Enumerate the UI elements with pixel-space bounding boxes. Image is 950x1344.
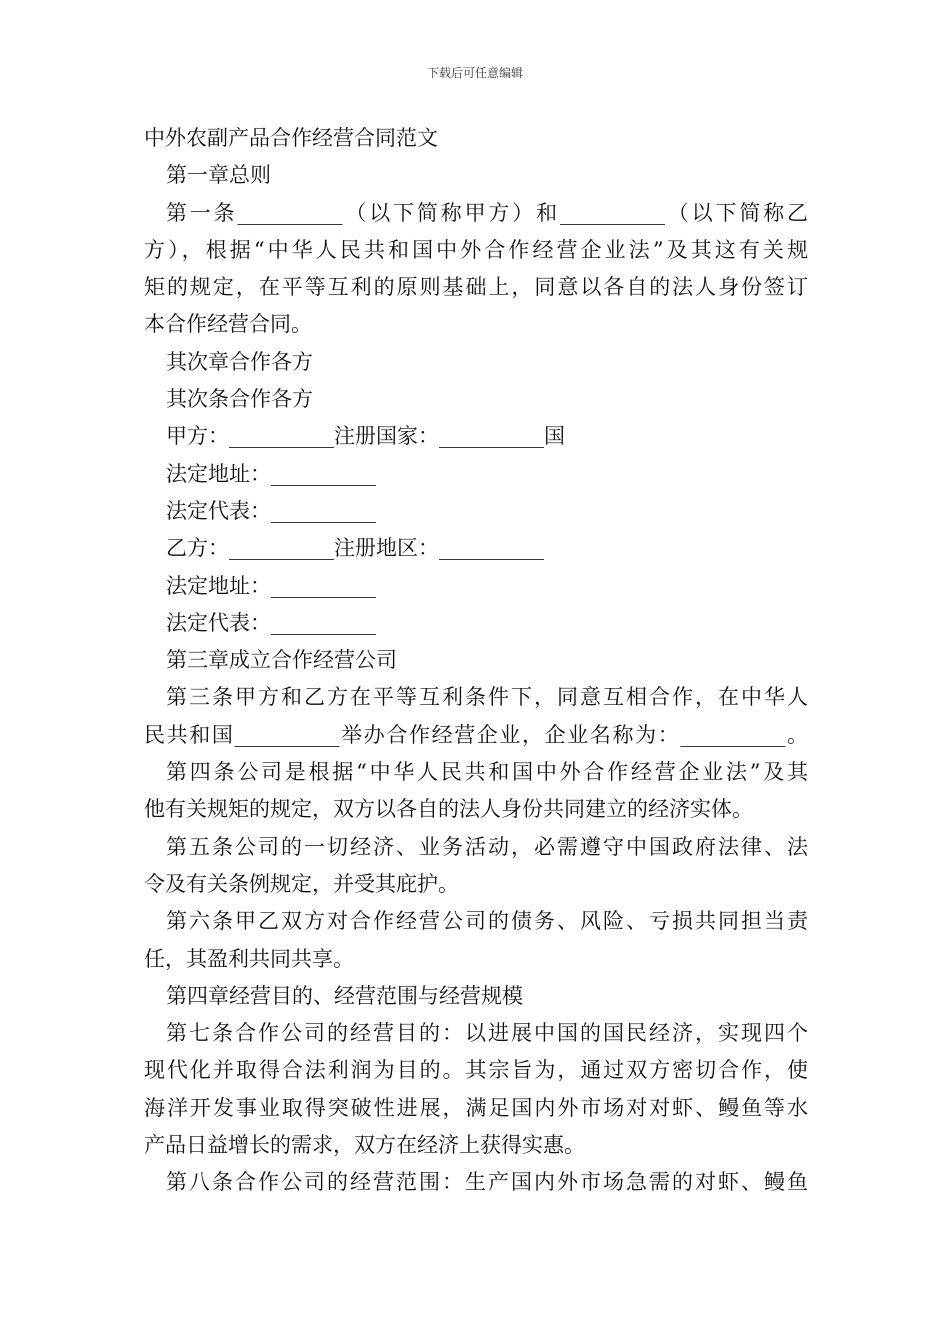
text-line: 法定代表：__________ [166, 498, 376, 523]
text-line: 第三条甲方和乙方在平等互利条件下，同意互相合作，在中华人 [166, 685, 808, 710]
page-header: 下载后可任意编辑 [426, 66, 523, 80]
text-line: 第五条公司的一切经济、业务活动，必需遵守中国政府法律、法 [166, 834, 808, 859]
text-line: 本合作经营合同。 [144, 312, 312, 337]
text-line: 第四章经营目的、经营范围与经营规模 [166, 983, 523, 1008]
text-line: 法定地址：__________ [166, 573, 376, 598]
text-line: 第四条公司是根据“中华人民共和国中外合作经营企业法”及其 [166, 760, 808, 785]
text-line: 矩的规定，在平等互利的原则基础上，同意以各自的法人身份签订 [144, 275, 808, 300]
document-title: 中外农副产品合作经营合同范文 [144, 126, 438, 150]
text-line: 法定地址：__________ [166, 461, 376, 486]
text-line: 其次条合作各方 [166, 387, 313, 412]
text-line: 海洋开发事业取得突破性进展，满足国内外市场对对虾、鳗鱼等水 [144, 1095, 808, 1120]
text-line: 民共和国__________举办合作经营企业，企业名称为：__________。 [144, 722, 808, 747]
text-line: 任，其盈利共同共享。 [144, 946, 354, 971]
text-line: 第一章总则 [166, 163, 271, 188]
text-line: 现代化并取得合法利润为目的。其宗旨为，通过双方密切合作，使 [144, 1058, 808, 1083]
text-line: 其次章合作各方 [166, 349, 313, 374]
text-line: 产品日益增长的需求，双方在经济上获得实惠。 [144, 1133, 585, 1158]
text-line: 第七条合作公司的经营目的：以进展中国的国民经济，实现四个 [166, 1021, 808, 1046]
text-line: 第三章成立合作经营公司 [166, 648, 397, 673]
text-line: 第六条甲乙双方对合作经营公司的债务、风险、亏损共同担当责 [166, 909, 808, 934]
document-body [144, 120, 808, 1202]
text-line: 甲方：__________注册国家：__________国 [166, 424, 565, 449]
text-line: 第一条__________（以下简称甲方）和__________（以下简称乙 [166, 200, 808, 225]
text-line: 令及有关条例规定，并受其庇护。 [144, 871, 459, 896]
text-line: 方），根据“中华人民共和国中外合作经营企业法”及其这有关规 [144, 237, 808, 262]
text-line: 第八条合作公司的经营范围：生产国内外市场急需的对虾、鳗鱼 [166, 1170, 808, 1195]
text-line: 他有关规矩的规定，双方以各自的法人身份共同建立的经济实体。 [144, 797, 753, 822]
text-line: 法定代表：__________ [166, 610, 376, 635]
text-line: 乙方：__________注册地区：__________ [166, 536, 544, 561]
